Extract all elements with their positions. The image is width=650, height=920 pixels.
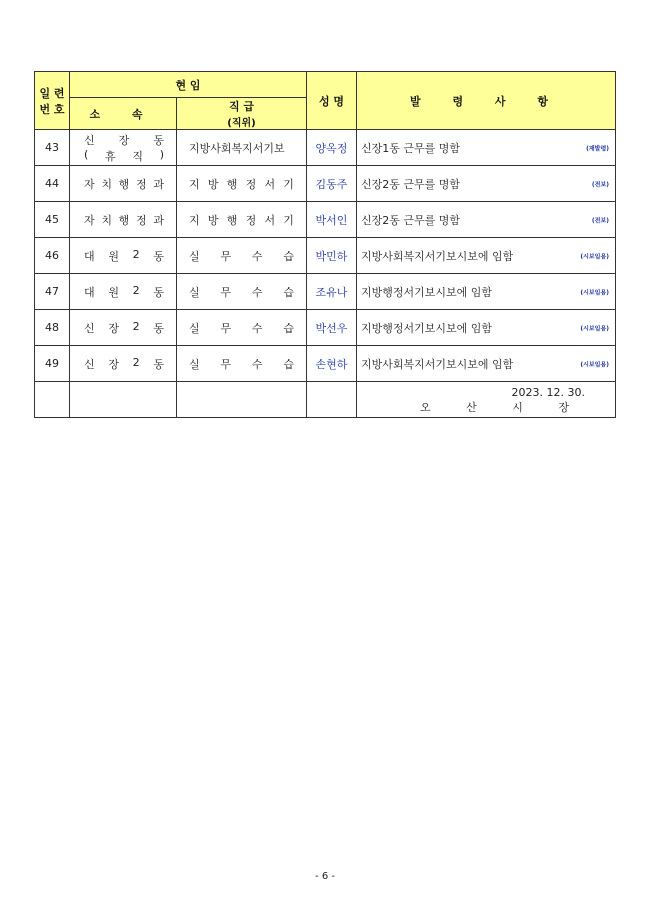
table-row [35, 166, 616, 202]
person-name: 양옥정 [307, 130, 357, 166]
appointment-order [357, 130, 616, 166]
order-text: 지방사회복지서기보시보에 임함 [361, 249, 514, 263]
rank-char: 수 [251, 249, 263, 263]
serial-number: 44 [35, 166, 70, 202]
department [70, 274, 177, 310]
footer-empty-4 [307, 382, 357, 418]
department-char: 동 [153, 285, 164, 299]
table-row [35, 274, 616, 310]
order-type-tag: (시보임용) [580, 289, 609, 296]
rank-header [177, 98, 307, 130]
footer-row [35, 382, 616, 418]
dept-header: 소 속 [70, 98, 177, 130]
department-status-char: ( [84, 147, 89, 161]
department [70, 346, 177, 382]
rank-char: 습 [283, 249, 294, 263]
rank-char: 무 [220, 321, 232, 335]
department-char: 2 [132, 355, 140, 369]
order-header: 발 령 사 항 [357, 72, 616, 130]
rank-char: 실 [189, 357, 200, 371]
rank-char: 서 [264, 213, 276, 227]
footer-empty-3 [177, 382, 307, 418]
serial-header [35, 72, 70, 130]
department [70, 202, 177, 238]
current-post-header: 현 임 [70, 72, 307, 98]
table-row [35, 130, 616, 166]
page-number: - 6 - [315, 871, 335, 882]
rank-char: 정 [245, 177, 257, 191]
appointment-order [357, 166, 616, 202]
order-text: 신장1동 근무를 명함 [361, 141, 460, 155]
rank-char: 습 [283, 285, 294, 299]
order-text: 지방행정서기보시보에 임함 [361, 285, 493, 299]
person-name: 박민하 [307, 238, 357, 274]
department-char: 과 [153, 213, 164, 227]
order-text: 신장2동 근무를 명함 [361, 213, 460, 227]
department-char: 정 [135, 213, 147, 227]
rank [177, 274, 307, 310]
department-char: 원 [108, 285, 119, 299]
footer-empty-2 [70, 382, 177, 418]
department-status-char: 직 [132, 149, 143, 163]
department-char: 장 [108, 321, 119, 335]
department-char: 치 [101, 213, 112, 227]
rank [177, 166, 307, 202]
serial-number: 46 [35, 238, 70, 274]
rank-header-line1: 직 급 [228, 100, 255, 113]
order-text: 신장2동 근무를 명함 [361, 177, 460, 191]
person-name: 박서인 [307, 202, 357, 238]
rank-char: 무 [220, 357, 232, 371]
appointment-order [357, 202, 616, 238]
rank-char: 방 [207, 177, 219, 191]
person-name: 박선우 [307, 310, 357, 346]
rank-char: 방 [207, 213, 219, 227]
table-row [35, 238, 616, 274]
appointment-order [357, 310, 616, 346]
person-name: 김동주 [307, 166, 357, 202]
rank-char: 수 [251, 357, 263, 371]
rank-header-line2: (직위) [227, 118, 256, 129]
rank-char: 지방사회복지서기보 [189, 141, 285, 155]
department-char: 2 [132, 247, 140, 261]
rank-char: 기 [283, 213, 294, 227]
order-type-tag: (전보) [591, 217, 609, 224]
department-char: 행 [118, 177, 130, 191]
serial-header-line1: 일 련 [39, 86, 65, 100]
table-row [35, 202, 616, 238]
rank [177, 310, 307, 346]
footer-signature [357, 382, 616, 418]
rank [177, 238, 307, 274]
department-char: 자 [84, 177, 95, 191]
department-char: 과 [153, 177, 164, 191]
table-row [35, 310, 616, 346]
serial-number: 48 [35, 310, 70, 346]
rank-char: 실 [189, 285, 200, 299]
rank-char: 서 [264, 177, 276, 191]
serial-number: 45 [35, 202, 70, 238]
department-char: 행 [118, 213, 130, 227]
department-char: 정 [135, 177, 147, 191]
appointment-order [357, 238, 616, 274]
person-name: 손현하 [307, 346, 357, 382]
rank-char: 무 [220, 249, 232, 263]
order-type-tag: (시보임용) [580, 253, 609, 260]
department-char: 2 [132, 283, 140, 297]
rank-char: 습 [283, 321, 294, 335]
department-char: 신 [84, 321, 95, 335]
department [70, 130, 177, 166]
order-text: 지방사회복지서기보시보에 임함 [361, 357, 514, 371]
rank-char: 지 [189, 213, 200, 227]
issue-date: 2023. 12. 30. [511, 385, 585, 399]
table-row [35, 346, 616, 382]
department-char: 신 [84, 133, 95, 147]
department [70, 238, 177, 274]
serial-header-line2: 번 호 [39, 102, 65, 116]
issuer: 오 산 시 장 [420, 400, 585, 414]
department-char: 2 [132, 319, 140, 333]
rank-char: 정 [245, 213, 257, 227]
rank-char: 무 [220, 285, 232, 299]
appointment-table [34, 71, 616, 418]
rank-char: 실 [189, 249, 200, 263]
order-type-tag: (재발령) [586, 145, 609, 152]
rank-char: 지 [189, 177, 200, 191]
department-status-char: 휴 [105, 149, 116, 163]
rank-char: 실 [189, 321, 200, 335]
name-header: 성 명 [307, 72, 357, 130]
footer-empty-1 [35, 382, 70, 418]
department-char: 대 [84, 285, 95, 299]
rank-char: 기 [283, 177, 294, 191]
department-char: 자 [84, 213, 95, 227]
department-char: 동 [153, 133, 164, 147]
appointment-order [357, 274, 616, 310]
rank-char: 수 [251, 321, 263, 335]
department-status-char: ) [159, 147, 164, 161]
department-char: 동 [153, 249, 164, 263]
rank [177, 346, 307, 382]
table-body [35, 130, 616, 382]
rank-char: 행 [226, 213, 238, 227]
rank [177, 130, 307, 166]
order-type-tag: (시보임용) [580, 325, 609, 332]
department-char: 동 [153, 321, 164, 335]
rank-char: 수 [251, 285, 263, 299]
rank-char: 행 [226, 177, 238, 191]
department-char: 대 [84, 249, 95, 263]
department-char: 원 [108, 249, 119, 263]
department-char: 장 [118, 133, 130, 147]
department [70, 310, 177, 346]
department-char: 장 [108, 357, 119, 371]
appointment-order [357, 346, 616, 382]
serial-number: 47 [35, 274, 70, 310]
order-type-tag: (시보임용) [580, 361, 609, 368]
department-char: 치 [101, 177, 112, 191]
rank-char: 습 [283, 357, 294, 371]
department-char: 신 [84, 357, 95, 371]
department-char: 동 [153, 357, 164, 371]
rank [177, 202, 307, 238]
order-text: 지방행정서기보시보에 임함 [361, 321, 493, 335]
order-type-tag: (전보) [591, 181, 609, 188]
department [70, 166, 177, 202]
person-name: 조유나 [307, 274, 357, 310]
serial-number: 43 [35, 130, 70, 166]
serial-number: 49 [35, 346, 70, 382]
